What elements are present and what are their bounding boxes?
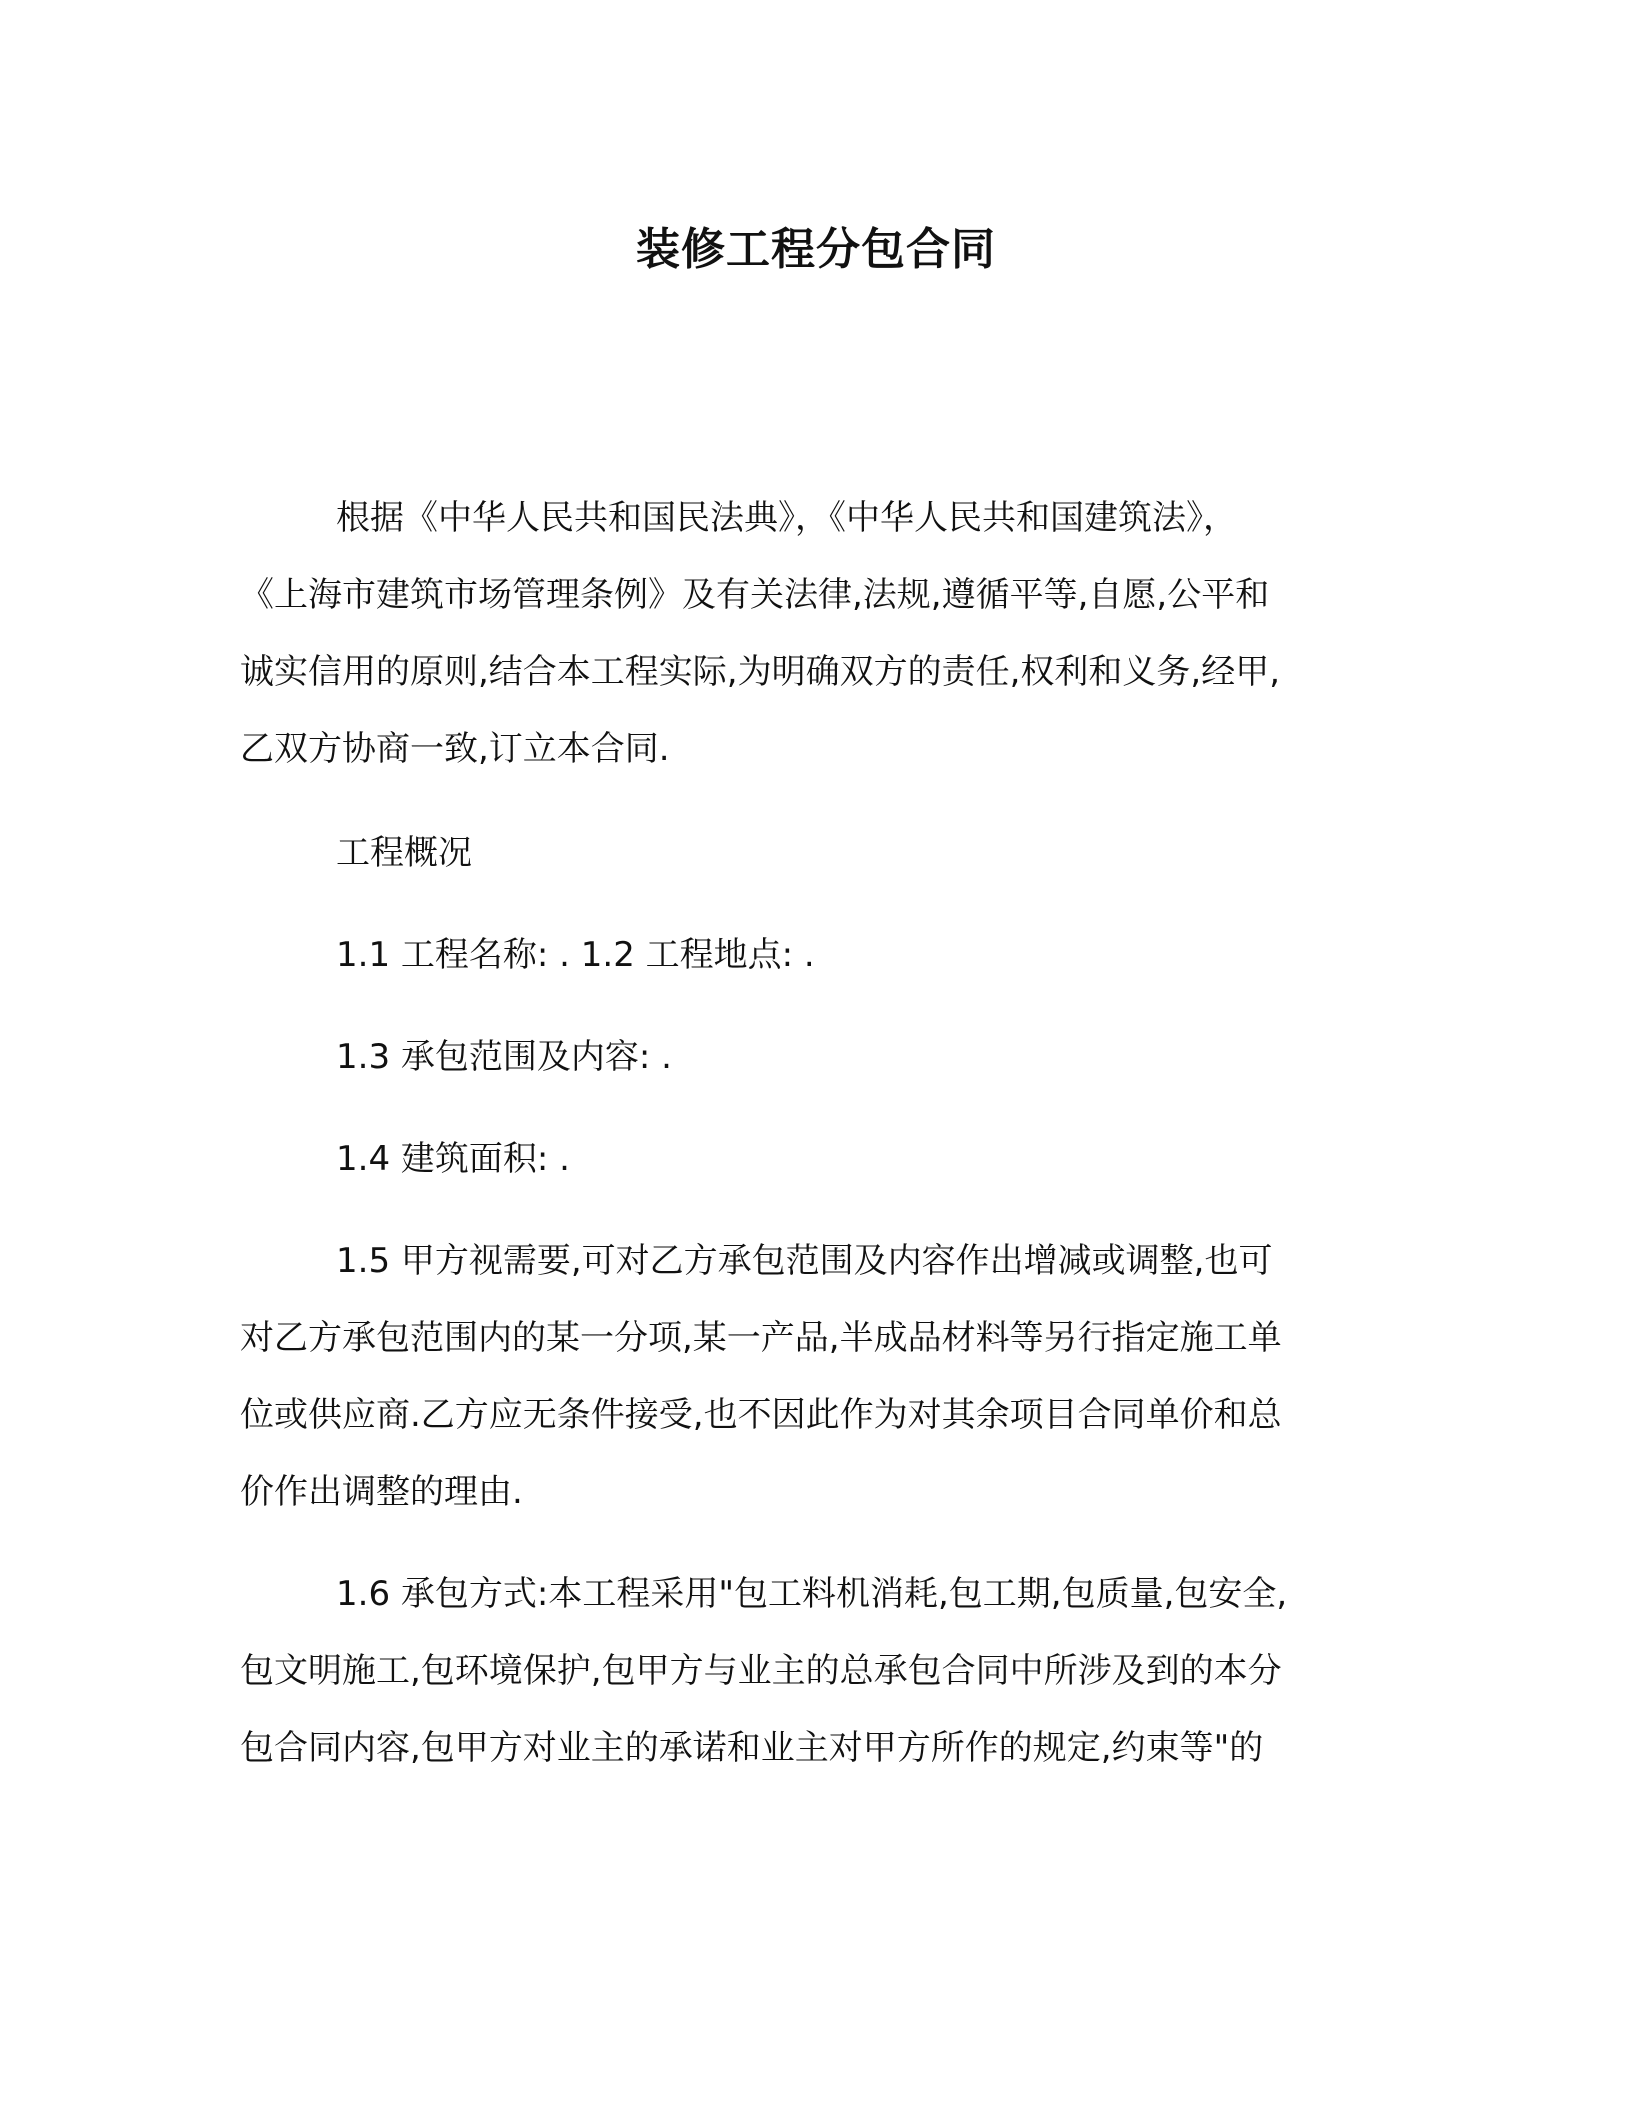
section-heading <box>240 815 1380 892</box>
text-line: 包合同内容,包甲方对业主的承诺和业主对甲方所作的规定,约束等"的 <box>240 1728 1264 1768</box>
text-line: 对乙方承包范围内的某一分项,某一产品,半成品材料等另行指定施工单 <box>240 1318 1282 1358</box>
clause-1-1 <box>240 917 1380 994</box>
text-line: 根据《中华人民共和国民法典》，《中华人民共和国建筑法》， <box>336 498 1237 538</box>
text-line: 价作出调整的理由. <box>240 1472 523 1512</box>
text-line: 1.6 承包方式:本工程采用"包工料机消耗,包工期,包质量,包安全, <box>336 1574 1288 1614</box>
text-line: 位或供应商.乙方应无条件接受,也不因此作为对其余项目合同单价和总 <box>240 1395 1282 1435</box>
clause-1-6 <box>240 1556 1380 1787</box>
paragraph-preamble <box>240 480 1380 788</box>
text-line: 《上海市建筑市场管理条例》及有关法律,法规,遵循平等,自愿,公平和 <box>240 575 1270 615</box>
text-line: 1.5 甲方视需要,可对乙方承包范围及内容作出增减或调整,也可 <box>336 1241 1273 1281</box>
text-line: 乙双方协商一致,订立本合同. <box>240 729 670 769</box>
text-line: 1.4 建筑面积: . <box>336 1139 570 1179</box>
text-line: 1.3 承包范围及内容: . <box>336 1037 672 1077</box>
clause-1-4 <box>240 1121 1380 1198</box>
clause-1-3 <box>240 1019 1380 1096</box>
section-heading-text: 工程概况 <box>336 833 472 873</box>
text-line: 1.1 工程名称: . 1.2 工程地点: . <box>336 935 815 975</box>
text-line: 包文明施工,包环境保护,包甲方与业主的总承包合同中所涉及到的本分 <box>240 1651 1282 1691</box>
clause-1-5 <box>240 1223 1380 1531</box>
text-line: 诚实信用的原则,结合本工程实际,为明确双方的责任,权利和义务,经甲, <box>240 652 1281 692</box>
document-title: 装修工程分包合同 <box>636 224 996 275</box>
